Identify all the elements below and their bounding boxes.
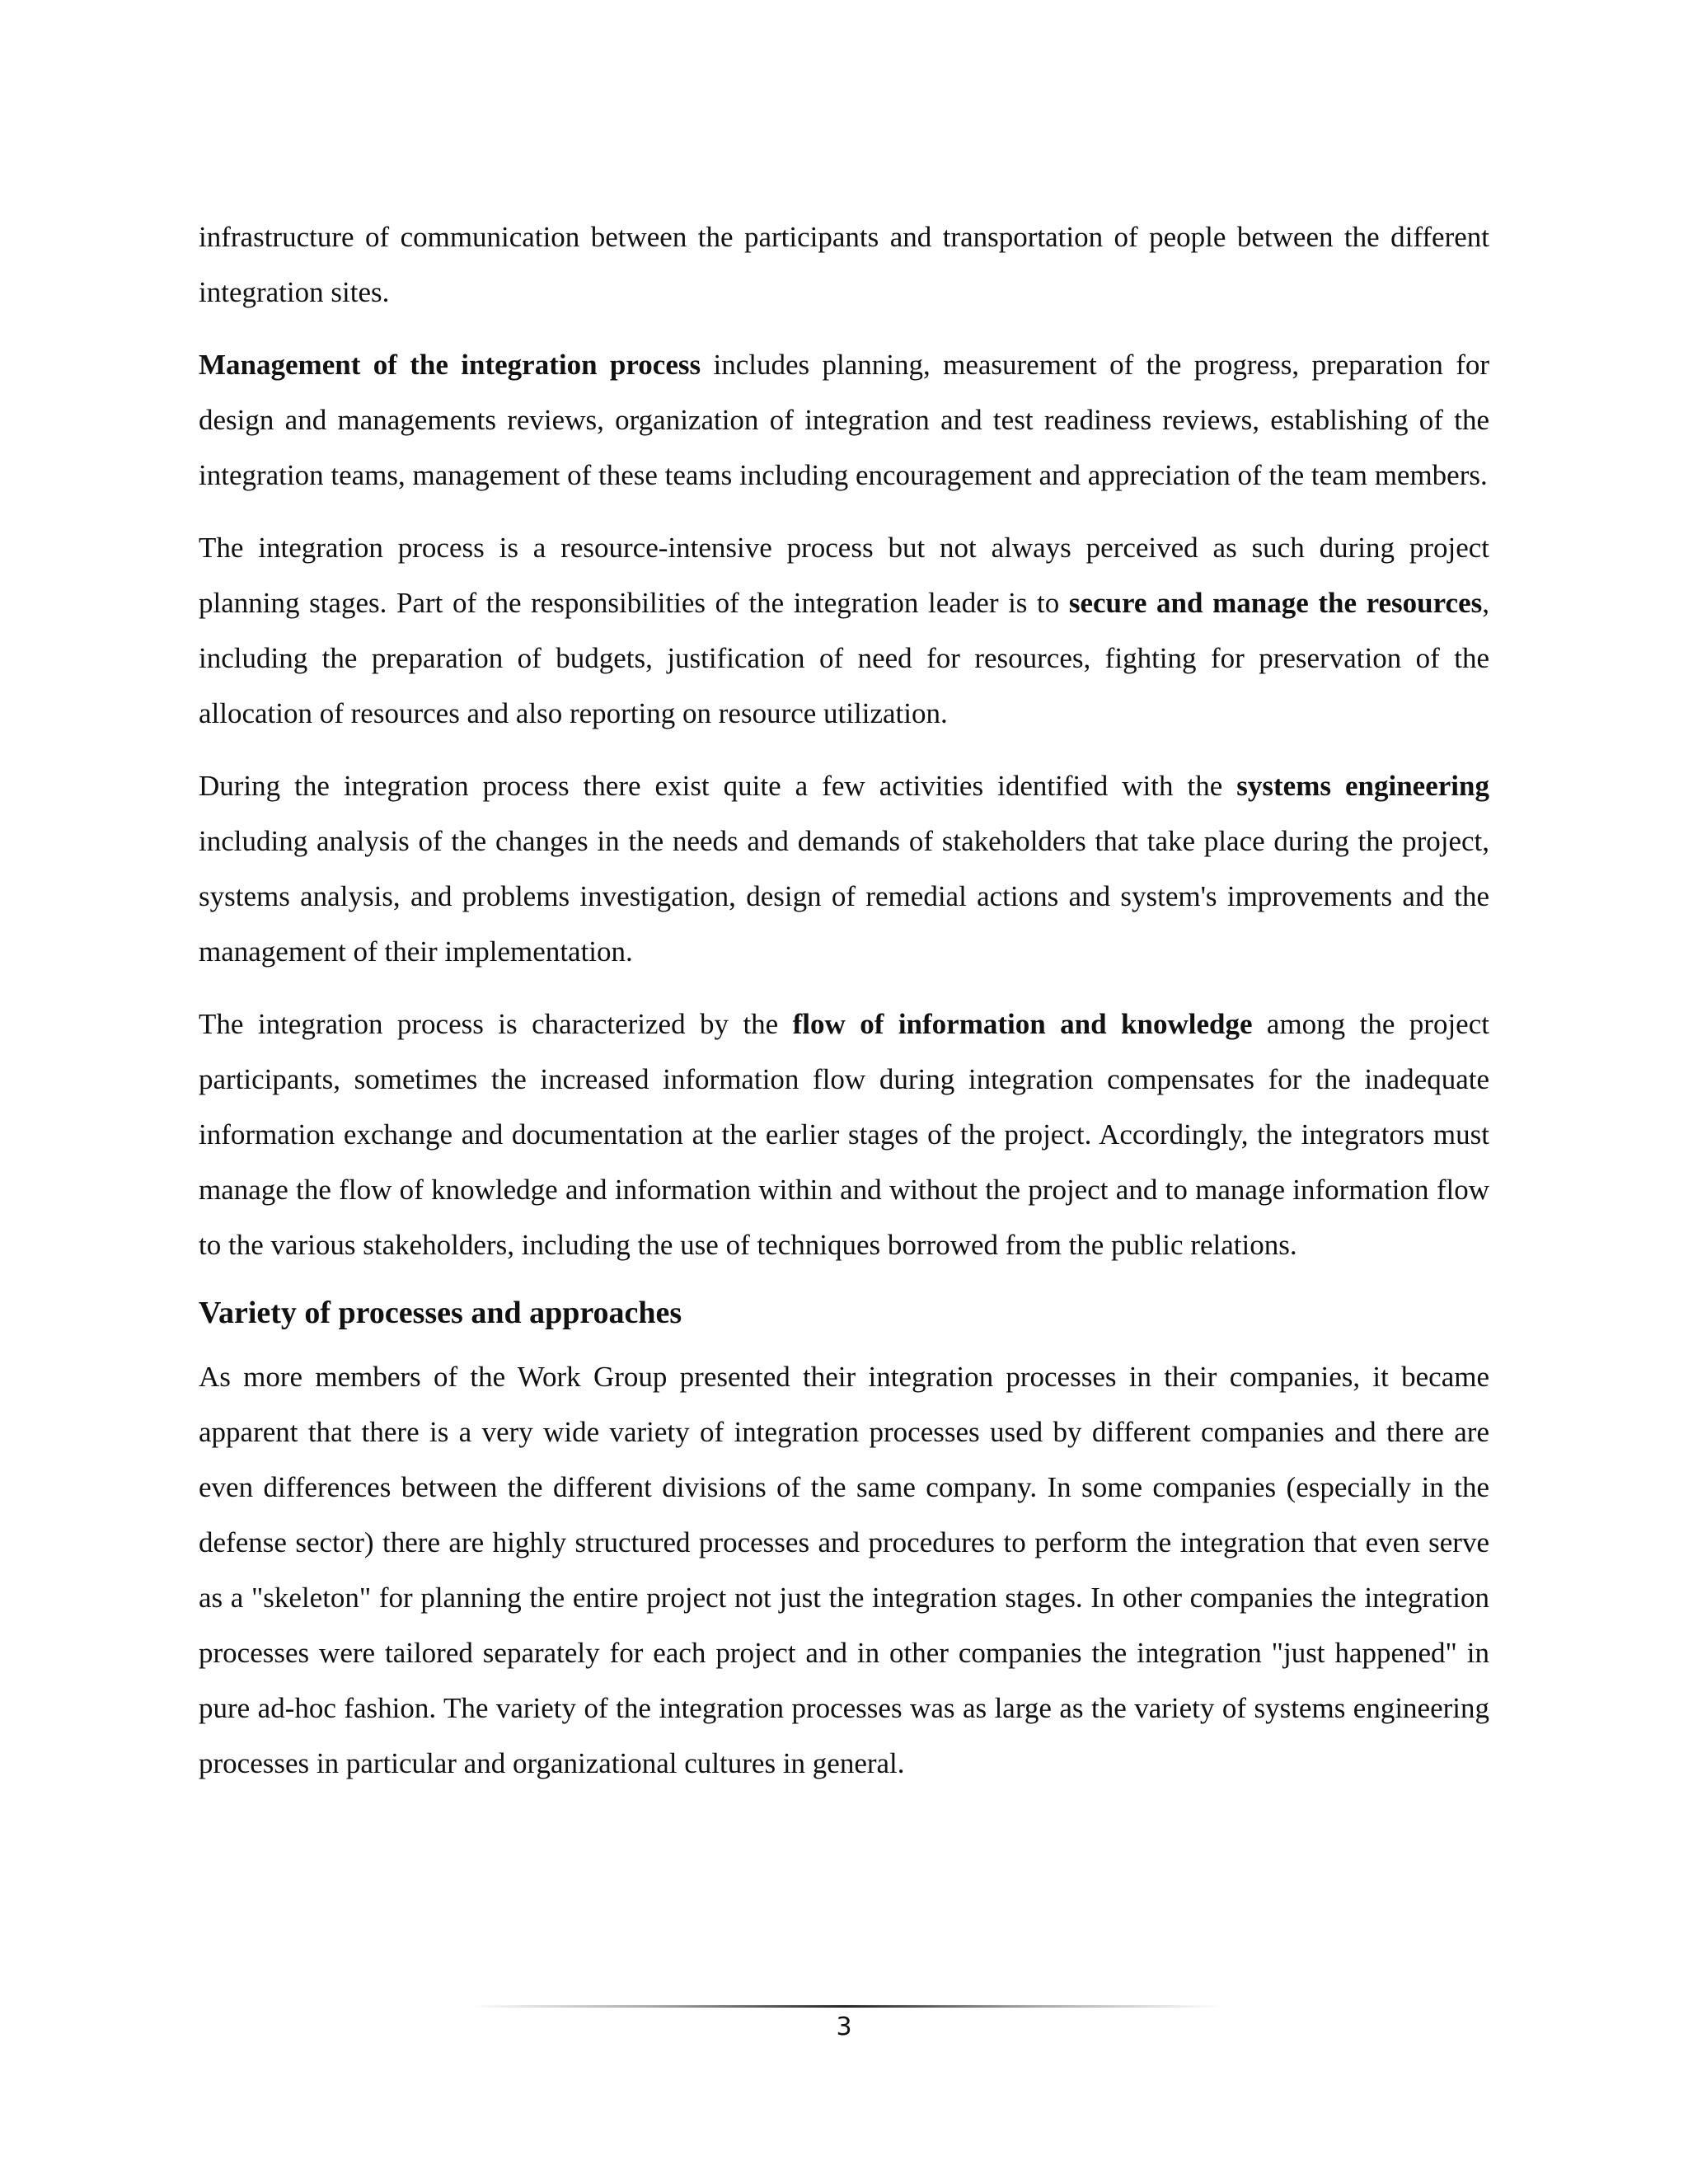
body-paragraphs <box>199 209 1489 1272</box>
paragraph-text: The integration process is a resource-intensive process but not always perceived as such during project planning stages. Part of the responsibilities of the integration leader is to <box>199 532 1489 619</box>
section-paragraphs <box>199 1349 1489 1791</box>
paragraph-text: , including the preparation of budgets, justification of need for resources, fighting for preservation of the allocation of resources and also reporting on resource utilization. <box>199 587 1489 729</box>
paragraph-text: As more members of the Work Group presented their integration processes in their companies, it became apparent that there is a very wide variety of integration processes used by different companies and there are even differences between the different divisions of the same company. In some companies (especially in the defense sector) there are highly structured processes and procedures to perform the integration that even serve as a "skeleton" for planning the entire project not just the integration stages. In other companies the integration processes were tailored separately for each project and in other companies the integration "just happened" in pure ad-hoc fashion. The variety of the integration processes was as large as the variety of systems engineering processes in particular and organizational cultures in general. <box>199 1361 1489 1779</box>
bold-phrase: flow of information and knowledge <box>792 1008 1253 1040</box>
bold-phrase: Management of the integration process <box>199 349 701 381</box>
paragraph-text: among the project participants, sometimes the increased information flow during integration compensates for the inadequate information exchange and documentation at the earlier stages of the project. Accordingly, the integrators must manage the flow of knowledge and information within and without the project and to manage information flow to the various stakeholders, including the use of techniques borrowed from the public relations. <box>199 1008 1489 1261</box>
bold-phrase: systems engineering <box>1236 770 1489 802</box>
paragraph-text: The integration process is characterized by the <box>199 1008 793 1040</box>
paragraph-text: includes planning, measurement of the progress, preparation for design and managements reviews, organization of integration and test readiness reviews, establishing of the integration teams, management of these teams including encouragement and appreciation of the team members. <box>199 349 1490 491</box>
page-body <box>199 209 1489 1808</box>
paragraph-text: infrastructure of communication between the participants and transportation of people between the different integration sites. <box>199 221 1489 308</box>
paragraph-text: During the integration process there exist quite a few activities identified with the <box>199 770 1237 802</box>
bold-phrase: secure and manage the resources <box>1068 587 1483 619</box>
paragraph-resources <box>199 520 1489 741</box>
section-heading: Variety of processes and approaches <box>199 1296 682 1330</box>
paragraph-management <box>199 337 1489 503</box>
page-number: 3 <box>836 2013 852 2041</box>
paragraph-infrastructure <box>199 209 1489 320</box>
paragraph-information-flow <box>199 996 1489 1272</box>
paragraph-systems-engineering <box>199 758 1489 979</box>
footer-divider <box>470 2005 1220 2008</box>
paragraph-text: including analysis of the changes in the needs and demands of stakeholders that take place during the project, systems analysis, and problems investigation, design of remedial actions and system's improvements and the management of their implementation. <box>199 825 1489 968</box>
paragraph-variety <box>199 1349 1489 1791</box>
